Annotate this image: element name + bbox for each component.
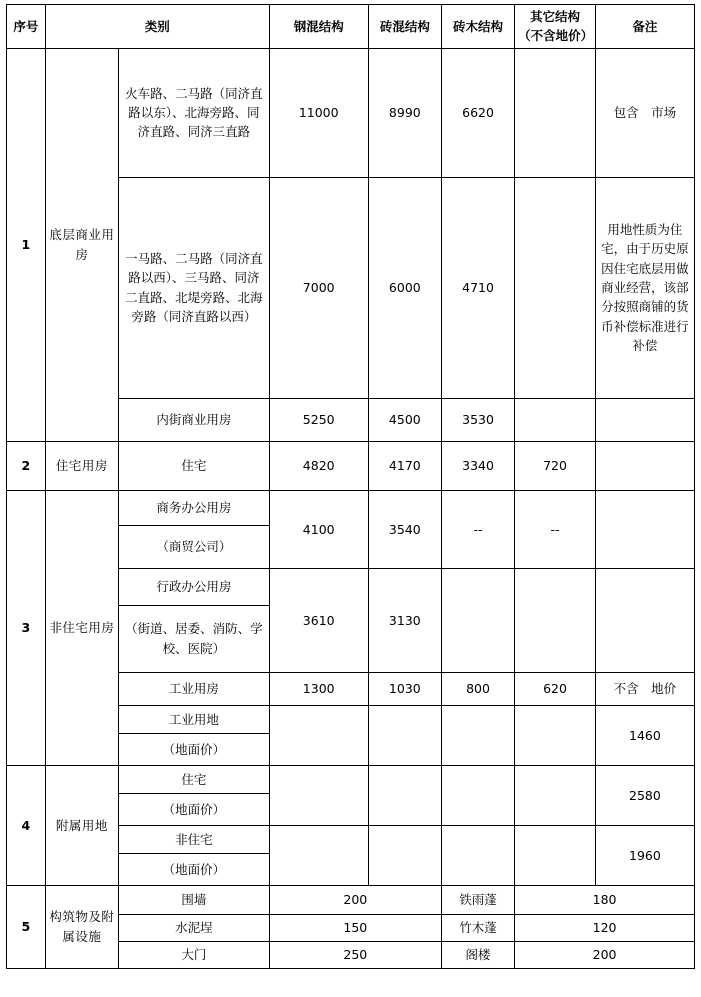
row-value-pair2: 180 xyxy=(515,885,695,914)
row-value-col1: 4100 xyxy=(269,490,368,568)
header-col3: 砖木结构 xyxy=(441,5,514,49)
row-subitem: 大门 xyxy=(118,941,269,968)
row-seq: 4 xyxy=(7,765,46,885)
row-subitem-stack xyxy=(118,825,269,885)
row-remark: 包含 市场 xyxy=(595,48,694,177)
row-value-col3: 3530 xyxy=(441,398,514,441)
row-value-col1: 7000 xyxy=(269,177,368,398)
row-subitem: 住宅 xyxy=(118,441,269,490)
row-subitem-detail: （地面价） xyxy=(162,861,226,877)
row-value-col3: 800 xyxy=(441,672,514,705)
row-subitem-stack xyxy=(118,705,269,765)
row-value-col3: 6620 xyxy=(441,48,514,177)
row-value-col4: 720 xyxy=(515,441,596,490)
row-value-col1 xyxy=(269,765,368,825)
row-remark: 1960 xyxy=(595,825,694,885)
row-value-col3 xyxy=(441,765,514,825)
row-value-pair2: 200 xyxy=(515,941,695,968)
row-remark xyxy=(595,568,694,672)
row-value-col2: 4170 xyxy=(368,441,441,490)
row-subitem: 行政办公用房 xyxy=(118,568,269,605)
row-value-col1: 5250 xyxy=(269,398,368,441)
row-value-col4 xyxy=(515,48,596,177)
row-seq: 2 xyxy=(7,441,46,490)
header-seq: 序号 xyxy=(7,5,46,49)
table-row xyxy=(7,441,695,490)
row-remark xyxy=(595,398,694,441)
row-value-col2: 4500 xyxy=(368,398,441,441)
table-row xyxy=(7,48,695,177)
row-value-col2 xyxy=(368,825,441,885)
row-subitem: 住宅 xyxy=(119,766,269,794)
row-subitem: 火车路、二马路（同济直路以东）、北海旁路、同济直路、同济三直路 xyxy=(118,48,269,177)
row-subitem-detail: （街道、居委、消防、学校、医院） xyxy=(118,605,269,672)
row-value-col3: 4710 xyxy=(441,177,514,398)
row-subitem: 工业用地 xyxy=(119,706,269,734)
row-value-col4 xyxy=(515,705,596,765)
table-row xyxy=(7,885,695,914)
row-seq: 1 xyxy=(7,48,46,441)
row-subitem-detail: （地面价） xyxy=(162,741,226,757)
row-subitem-alt: 竹木蓬 xyxy=(441,914,514,941)
row-subitem: 非住宅 xyxy=(119,826,269,854)
header-col1: 钢混结构 xyxy=(269,5,368,49)
row-value-col2: 3540 xyxy=(368,490,441,568)
row-category: 住宅用房 xyxy=(45,441,118,490)
row-subitem: 一马路、二马路（同济直路以西）、三马路、同济二直路、北堤旁路、北海旁路（同济直路以西） xyxy=(118,177,269,398)
row-value-col3 xyxy=(441,568,514,672)
row-value-col3: 3340 xyxy=(441,441,514,490)
row-subitem-alt: 阁楼 xyxy=(441,941,514,968)
header-col4: 其它结构（不含地价） xyxy=(515,5,596,49)
row-value-pair1: 250 xyxy=(269,941,441,968)
row-remark: 2580 xyxy=(595,765,694,825)
header-remark: 备注 xyxy=(595,5,694,49)
row-value-col4 xyxy=(515,177,596,398)
row-subitem: 工业用房 xyxy=(118,672,269,705)
header-category: 类别 xyxy=(45,5,269,49)
row-subitem-alt: 铁雨蓬 xyxy=(441,885,514,914)
row-value-col3: -- xyxy=(441,490,514,568)
row-value-pair2: 120 xyxy=(515,914,695,941)
row-remark: 1460 xyxy=(595,705,694,765)
row-category: 附属用地 xyxy=(45,765,118,885)
row-value-col1: 1300 xyxy=(269,672,368,705)
row-value-col2: 1030 xyxy=(368,672,441,705)
row-subitem-detail: （商贸公司） xyxy=(118,525,269,568)
row-category: 底层商业用房 xyxy=(45,48,118,441)
row-value-pair1: 200 xyxy=(269,885,441,914)
row-value-col4: -- xyxy=(515,490,596,568)
table-row xyxy=(7,490,695,525)
row-remark: 不含 地价 xyxy=(595,672,694,705)
header-col2: 砖混结构 xyxy=(368,5,441,49)
row-value-col4 xyxy=(515,825,596,885)
row-remark: 用地性质为住宅，由于历史原因住宅底层用做商业经营，该部分按照商铺的货币补偿标准进行补偿 xyxy=(595,177,694,398)
row-value-col2: 8990 xyxy=(368,48,441,177)
row-seq: 5 xyxy=(7,885,46,968)
row-value-col2 xyxy=(368,705,441,765)
row-value-col4: 620 xyxy=(515,672,596,705)
row-value-pair1: 150 xyxy=(269,914,441,941)
row-value-col4 xyxy=(515,568,596,672)
row-seq: 3 xyxy=(7,490,46,765)
row-value-col4 xyxy=(515,765,596,825)
row-value-col2: 3130 xyxy=(368,568,441,672)
row-value-col3 xyxy=(441,705,514,765)
row-value-col4 xyxy=(515,398,596,441)
row-category: 非住宅用房 xyxy=(45,490,118,765)
row-value-col1: 3610 xyxy=(269,568,368,672)
row-remark xyxy=(595,490,694,568)
table-header-row xyxy=(7,5,695,49)
row-category: 构筑物及附属设施 xyxy=(45,885,118,968)
table-row xyxy=(7,765,695,825)
row-value-col2: 6000 xyxy=(368,177,441,398)
row-value-col1 xyxy=(269,705,368,765)
row-value-col1 xyxy=(269,825,368,885)
row-value-col2 xyxy=(368,765,441,825)
row-subitem: 内街商业用房 xyxy=(118,398,269,441)
row-subitem: 水泥埕 xyxy=(118,914,269,941)
row-subitem: 围墙 xyxy=(118,885,269,914)
row-remark xyxy=(595,441,694,490)
row-value-col3 xyxy=(441,825,514,885)
row-subitem: 商务办公用房 xyxy=(118,490,269,525)
compensation-standards-table xyxy=(6,4,695,969)
row-value-col1: 11000 xyxy=(269,48,368,177)
row-subitem-detail: （地面价） xyxy=(162,801,226,817)
row-value-col1: 4820 xyxy=(269,441,368,490)
row-subitem-stack xyxy=(118,765,269,825)
